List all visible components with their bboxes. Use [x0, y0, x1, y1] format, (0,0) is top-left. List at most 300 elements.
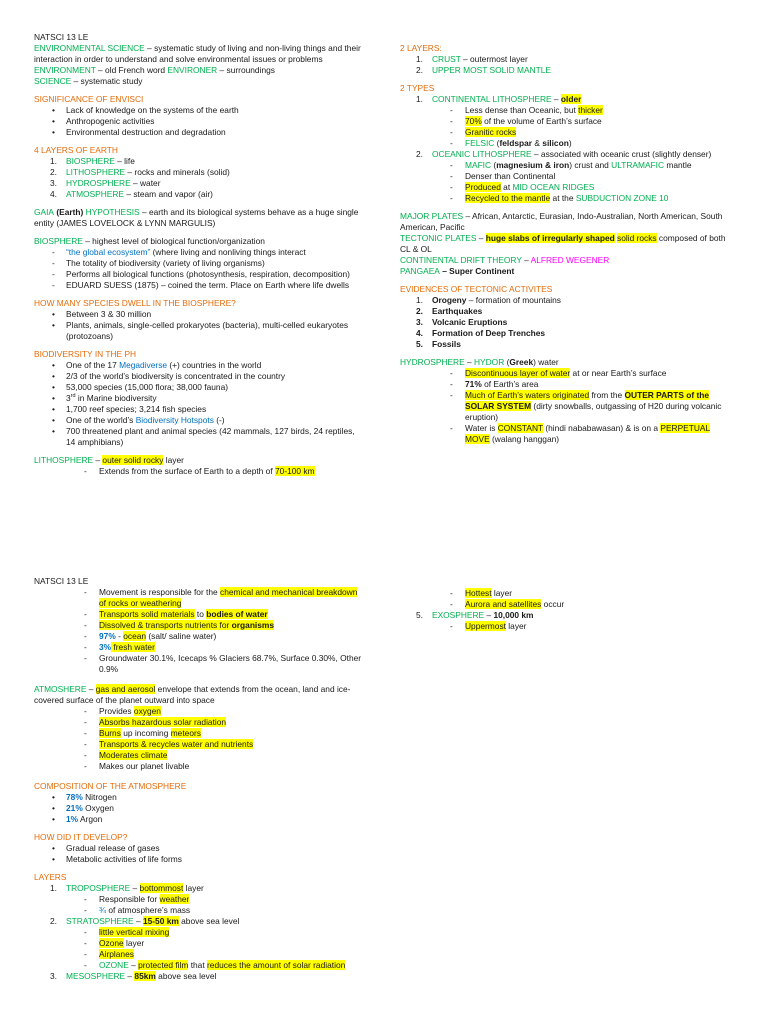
item-text: Fossils [432, 339, 461, 349]
stratosphere-item [34, 916, 364, 927]
env-sci-term: ENVIRONMENTAL SCIENCE [34, 43, 145, 53]
highlight: chemical and mechanical breakdown of rocks or weathering [99, 587, 358, 608]
list-item [34, 905, 364, 916]
item-term: LITHOSPHERE [66, 167, 126, 177]
highlight: gas and aerosol [95, 684, 156, 694]
item-text: Provides [99, 706, 134, 716]
list-item [34, 247, 364, 258]
highlight: bottommost [139, 883, 184, 893]
exosphere-list [400, 621, 734, 632]
bold-text: Orogeny [432, 295, 467, 305]
item-text: from the [589, 390, 625, 400]
list-item [34, 360, 364, 371]
environment-def1: – old French word [95, 65, 168, 75]
highlight: Moderates climate [99, 750, 168, 760]
atmosphere-term: ATMOSHERE [34, 684, 87, 694]
list-item [400, 621, 734, 632]
list-item [400, 379, 734, 390]
list-item [34, 894, 364, 905]
highlight: CONSTANT [497, 423, 544, 433]
percent-value: 97% [99, 631, 116, 641]
dash: – [93, 455, 103, 465]
dash: – [484, 610, 494, 620]
item-text: Argon [78, 814, 103, 824]
two-types-list [400, 94, 734, 105]
major-plates-term: MAJOR PLATES [400, 211, 464, 221]
item-text: layer [491, 588, 513, 598]
bold-text: Greek [509, 357, 534, 367]
ozone-term: OZONE [99, 960, 129, 970]
highlight: organisms [231, 620, 275, 630]
item-number: 1. [416, 94, 423, 104]
hydor-term: HYDOR [474, 357, 505, 367]
item-number: 1. [50, 883, 57, 893]
significance-section [34, 94, 364, 138]
bold-text: silicon [542, 138, 569, 148]
list-item [34, 960, 364, 971]
item-text: (salt/ saline water) [146, 631, 217, 641]
list-item [400, 193, 734, 204]
highlight: protected film [138, 960, 189, 970]
bold-text: feldspar [499, 138, 533, 148]
biodiversity-heading: BIODIVERSITY IN THE PH [34, 349, 137, 359]
page-header: NATSCI 13 LE [34, 576, 89, 586]
highlight: huge slabs of irregularly shaped [485, 233, 615, 243]
item-def: – associated with oceanic crust (slightly denser) [531, 149, 712, 159]
list-item [34, 466, 364, 477]
list-item [400, 328, 734, 339]
item-text: (-) [213, 415, 225, 425]
item-text: layer [505, 621, 527, 631]
highlight: ocean [123, 631, 147, 641]
item-text: Oxygen [82, 803, 114, 813]
item-number: 5. [416, 339, 423, 349]
gaia-hypothesis: HYPOTHESIS [85, 207, 140, 217]
item-number: 4. [416, 328, 423, 338]
list-item [34, 642, 364, 653]
dash: – [128, 960, 139, 970]
highlight: 85km [134, 971, 156, 981]
list-item [400, 610, 734, 621]
list-item [34, 949, 364, 960]
item-text: at [500, 182, 513, 192]
item-text: (dirty snowballs, outgassing of H20 during volcanic eruption) [465, 401, 722, 422]
highlight: Uppermost [465, 621, 506, 631]
thermosphere-list [400, 588, 734, 610]
pangaea-term: PANGAEA [400, 266, 440, 276]
page-2-left-column [34, 576, 364, 991]
highlight: Produced [465, 182, 501, 192]
composition-list [34, 792, 364, 825]
evidences-section [400, 284, 734, 350]
dash: – [551, 94, 561, 104]
highlight: Transports & recycles water and nutrients [99, 739, 254, 749]
list-item [400, 317, 734, 328]
item-text: Formation of Deep Trenches [432, 328, 546, 338]
evidences-heading: EVIDENCES OF TECTONIC ACTIVITES [400, 284, 553, 294]
hydrosphere-term: HYDROSPHERE [400, 357, 465, 367]
list-item [400, 339, 734, 350]
hotspots-term: Biodiversity Hotspots [135, 415, 214, 425]
highlight: 70-100 km [274, 466, 315, 476]
list-item: • Environmental destruction and degradation [34, 127, 364, 138]
dash: – [521, 255, 531, 265]
science-def: – systematic study [71, 76, 143, 86]
highlight: solid rocks [617, 233, 657, 243]
item-text: in Marine biodiversity [75, 393, 157, 403]
troposphere-item [34, 883, 364, 894]
page-1-right-column [400, 32, 734, 454]
list-item: - Makes our planet livable [34, 761, 364, 772]
item-text: layer [183, 883, 204, 893]
list-item [400, 368, 734, 379]
drift-term: CONTINENTAL DRIFT THEORY [400, 255, 522, 265]
megadiverse-term: Megadiverse [119, 360, 168, 370]
item-text: ( [494, 138, 500, 148]
item-term: BIOSPHERE [66, 156, 115, 166]
develop-heading: HOW DID IT DEVELOP? [34, 832, 128, 842]
layers-section [34, 145, 364, 200]
highlight: Aurora and satellites [465, 599, 542, 609]
item-text: Water is [465, 423, 498, 433]
list-item [34, 167, 364, 178]
species-section [34, 298, 364, 342]
list-item [34, 717, 364, 728]
item-text: Responsible for [99, 894, 160, 904]
list-item [34, 393, 364, 404]
list-item: • 1,700 reef species; 3,214 fish species [34, 404, 364, 415]
environer-term: ENVIRONER [167, 65, 218, 75]
science-term: SCIENCE [34, 76, 72, 86]
percent-value: 3% [99, 642, 112, 652]
atmosphere-list [34, 706, 364, 772]
environment-def2: – surroundings [217, 65, 275, 75]
list-item: • Plants, animals, single-celled prokaryotes (bacteria), multi-celled eukaryotes (protozoans) [34, 320, 364, 342]
mesosphere-item [34, 971, 364, 982]
composition-section [34, 781, 364, 825]
two-types-section [400, 83, 734, 204]
felsic-term: FELSIC [465, 138, 495, 148]
item-text: ( [491, 160, 497, 170]
item-number: 1. [416, 54, 423, 64]
highlight: bodies of water [206, 609, 268, 619]
list-item [34, 620, 364, 631]
item-text: (where living and nonliving things interact [150, 247, 306, 257]
list-item [34, 706, 364, 717]
two-types-heading: 2 TYPES [400, 83, 435, 93]
list-item [400, 295, 734, 306]
item-text: above sea level [155, 971, 217, 981]
gaia-term: GAIA [34, 207, 55, 217]
biosphere-def: – highest level of biological function/organization [82, 236, 265, 246]
species-list [34, 309, 364, 342]
item-def: – outermost layer [460, 54, 528, 64]
list-item: - The totality of biodiversity (variety of living organisms) [34, 258, 364, 269]
oceanic-list [400, 160, 734, 204]
two-layers-heading: 2 LAYERS: [400, 43, 442, 53]
item-text: to [194, 609, 207, 619]
stratosphere-term: STRATOSPHERE [66, 916, 134, 926]
item-text: Earthquakes [432, 306, 483, 316]
list-item: - Denser than Continental [400, 171, 734, 182]
item-text: (+) countries in the world [167, 360, 262, 370]
item-text: composed of both CL & OL [400, 233, 726, 254]
fraction-value: ¾ [99, 905, 106, 915]
atmosphere-definition [34, 684, 364, 706]
list-item [400, 588, 734, 599]
highlight: Ozone [99, 938, 124, 948]
item-term: ATMOSPHERE [66, 189, 125, 199]
item-number: 2. [50, 916, 57, 926]
highlight: 15-50 km [142, 916, 179, 926]
list-item: • Between 3 & 30 million [34, 309, 364, 320]
item-number: 1. [416, 295, 423, 305]
list-item [34, 587, 364, 609]
atm-layers-heading: LAYERS [34, 872, 67, 882]
evidences-list [400, 295, 734, 350]
highlight: Granitic rocks [465, 127, 517, 137]
item-def: – steam and vapor (air) [124, 189, 213, 199]
highlight: PERPETUAL MOVE [465, 423, 711, 444]
list-item: • Metabolic activities of life forms [34, 854, 364, 865]
list-item: - Performs all biological functions (photosynthesis, respiration, decomposition) [34, 269, 364, 280]
highlight: 70% [465, 116, 482, 126]
item-def: – rocks and minerals (solid) [125, 167, 230, 177]
item-text: Movement is responsible for the [99, 587, 221, 597]
bold-text: magnesium & iron [496, 160, 570, 170]
highlight: oxygen [133, 706, 161, 716]
hydrosphere-section [400, 357, 734, 445]
page-header: NATSCI 13 LE [34, 32, 89, 42]
item-text: 3 [66, 393, 71, 403]
list-item [400, 599, 734, 610]
item-text: envelope that extends from the ocean, land and ice-covered surface of the planet outward into space [34, 684, 351, 705]
biodiversity-section [34, 349, 364, 448]
list-item: • 700 threatened plant and animal species (42 mammals, 127 birds, 24 reptiles, 14 amphibians) [34, 426, 364, 448]
list-item [34, 609, 364, 620]
highlight: fresh water [111, 642, 155, 652]
list-item: • Anthropogenic activities [34, 116, 364, 127]
page-1-left-column [34, 32, 364, 486]
oceanic-term: OCEANIC LITHOSPHERE [432, 149, 532, 159]
continental-term: CONTINENTAL LITHOSPHERE [432, 94, 552, 104]
list-item [400, 423, 734, 445]
item-number: 5. [416, 610, 423, 620]
item-text: at the [550, 193, 576, 203]
list-item [400, 306, 734, 317]
highlight: reduces the amount of solar radiation [207, 960, 346, 970]
item-text: One of the 17 [66, 360, 120, 370]
item-term: HYDROSPHERE [66, 178, 131, 188]
list-item: - EDUARD SUESS (1875) – coined the term. Place on Earth where life dwells [34, 280, 364, 291]
item-number: 1. [50, 156, 57, 166]
dash: – [125, 971, 135, 981]
mafic-term: MAFIC [465, 160, 492, 170]
item-text: of atmosphere’s mass [106, 905, 191, 915]
list-item [400, 105, 734, 116]
biosphere-section [34, 236, 364, 291]
two-layers-section [400, 43, 734, 76]
biosphere-definition [34, 236, 364, 247]
troposphere-list [34, 894, 364, 916]
list-item [34, 178, 364, 189]
list-item [34, 728, 364, 739]
composition-heading: COMPOSITION OF THE ATMOSPHERE [34, 781, 187, 791]
oceanic-header-list [400, 149, 734, 160]
science-definition [34, 76, 364, 87]
mesosphere-term: MESOSPHERE [66, 971, 126, 981]
exosphere-item [400, 610, 734, 621]
list-item [34, 631, 364, 642]
intro-block [34, 32, 364, 87]
item-number: 2. [50, 167, 57, 177]
list-item [400, 116, 734, 127]
item-def: – formation of mountains [466, 295, 561, 305]
lithosphere-definition [34, 455, 364, 466]
biodiversity-list [34, 360, 364, 448]
env-sci-definition [34, 43, 364, 65]
continental-list [400, 105, 734, 149]
list-item [34, 916, 364, 927]
page-2 [0, 512, 768, 1024]
highlight: little vertical mixing [99, 927, 170, 937]
item-text: - [115, 631, 124, 641]
list-item [34, 883, 364, 894]
gaia-def: – earth and its biological systems behave as a huge single entity (JAMES LOVELOCK & LYNN MARGULIS) [34, 207, 359, 228]
list-item [34, 750, 364, 761]
list-item [34, 803, 364, 814]
crust-term: CRUST [432, 54, 461, 64]
list-item [34, 938, 364, 949]
list-item [34, 792, 364, 803]
biosphere-list [34, 247, 364, 291]
ordinal-suffix: rd [70, 393, 76, 400]
item-def: – water [130, 178, 161, 188]
lithosphere-list [34, 466, 364, 477]
environment-definition [34, 65, 364, 76]
lithosphere-continued [34, 587, 364, 675]
item-number: 3. [50, 178, 57, 188]
item-text: occur [541, 599, 565, 609]
hydrosphere-list [400, 368, 734, 445]
item-text: ( [504, 357, 510, 367]
list-item [34, 739, 364, 750]
hydrosphere-definition [400, 357, 734, 368]
environment-term: ENVIRONMENT [34, 65, 96, 75]
highlight: Transports solid materials [99, 609, 195, 619]
bold-text: 71% [465, 379, 482, 389]
gaia-section [34, 207, 364, 229]
item-text: One of the world’s [66, 415, 136, 425]
percent-value: 1% [66, 814, 79, 824]
tectonic-term: TECTONIC PLATES [400, 233, 477, 243]
highlight: Burns [99, 728, 121, 738]
env-sci-def: – systematic study of living and non-living things and their interaction in order to understand and solve environmental issues or problems [34, 43, 361, 64]
list-item [400, 149, 734, 160]
item-text: that [188, 960, 207, 970]
list-item [34, 814, 364, 825]
item-text: of Earth’s area [481, 379, 539, 389]
stratosphere-list [34, 927, 364, 971]
biosphere-term: BIOSPHERE [34, 236, 83, 246]
dash: – [86, 684, 96, 694]
troposphere-term: TROPOSPHERE [66, 883, 131, 893]
highlight: Airplanes [99, 949, 134, 959]
list-item [34, 189, 364, 200]
lithosphere-section [34, 455, 364, 477]
layers-heading: 4 LAYERS OF EARTH [34, 145, 118, 155]
item-number: 2. [416, 306, 423, 316]
item-text: Less dense than Oceanic, but [465, 105, 579, 115]
pangaea [400, 266, 734, 277]
lithosphere-cont-list [34, 587, 364, 675]
develop-list [34, 843, 364, 865]
item-text: layer [123, 938, 145, 948]
list-item: - Groundwater 30.1%, Icecaps % Glaciers 68.7%, Surface 0.30%, Other 0.9% [34, 653, 364, 675]
item-text: layer [163, 455, 184, 465]
wegener-name: ALFRED WEGENER [530, 255, 610, 265]
list-item [400, 65, 734, 76]
subduction-term: SUBDUCTION ZONE 10 [575, 193, 669, 203]
develop-section [34, 832, 364, 865]
percent-value: 21% [66, 803, 83, 813]
highlight: weather [159, 894, 190, 904]
highlight: thicker [578, 105, 603, 115]
item-def: – African, Antarctic, Eurasian, Indo-Australian, North American, South American, Pacific [400, 211, 723, 232]
list-item [400, 54, 734, 65]
list-item [34, 927, 364, 938]
item-text: ) crust and [569, 160, 612, 170]
list-item [34, 156, 364, 167]
list-item [400, 160, 734, 171]
list-item: • Gradual release of gases [34, 843, 364, 854]
ridges-term: MID OCEAN RIDGES [512, 182, 595, 192]
highlight: Absorbs hazardous solar radiation [99, 717, 227, 727]
global-ecosystem-quote: “the global ecosystem” [66, 247, 151, 257]
bold-text: – Super Continent [439, 266, 515, 276]
plates-section [400, 211, 734, 277]
item-text: (hindi nababawasan) & is on a [543, 423, 661, 433]
item-text: up incoming [120, 728, 171, 738]
highlight: Dissolved & transports nutrients for [99, 620, 232, 630]
highlight: Much of Earth’s waters originated [465, 390, 590, 400]
atmosphere-section [34, 684, 364, 772]
list-item: • 53,000 species (15,000 flora; 38,000 fauna) [34, 382, 364, 393]
highlight: Discontinuous layer of water [465, 368, 571, 378]
list-item: • Lack of knowledge on the systems of the earth [34, 105, 364, 116]
dash: – [130, 883, 140, 893]
species-heading: HOW MANY SPECIES DWELL IN THE BIOSPHERE? [34, 298, 236, 308]
exosphere-term: EXOSPHERE [432, 610, 485, 620]
item-number: 2. [416, 149, 423, 159]
major-plates [400, 211, 734, 233]
list-item [400, 390, 734, 423]
item-text: Volcanic Eruptions [432, 317, 508, 327]
atm-layers-section [34, 872, 364, 982]
list-item [400, 94, 734, 105]
dash: – [476, 233, 486, 243]
list-item [400, 182, 734, 193]
item-text: Nitrogen [82, 792, 117, 802]
page-2-right-column [400, 588, 734, 632]
lithosphere-term: LITHOSPHERE [34, 455, 94, 465]
percent-value: 78% [66, 792, 83, 802]
item-text: (walang hanggan) [489, 434, 560, 444]
highlight: older [560, 94, 582, 104]
mantle-term: UPPER MOST SOLID MANTLE [432, 65, 551, 75]
item-text: mantle [664, 160, 692, 170]
item-text: & [532, 138, 543, 148]
